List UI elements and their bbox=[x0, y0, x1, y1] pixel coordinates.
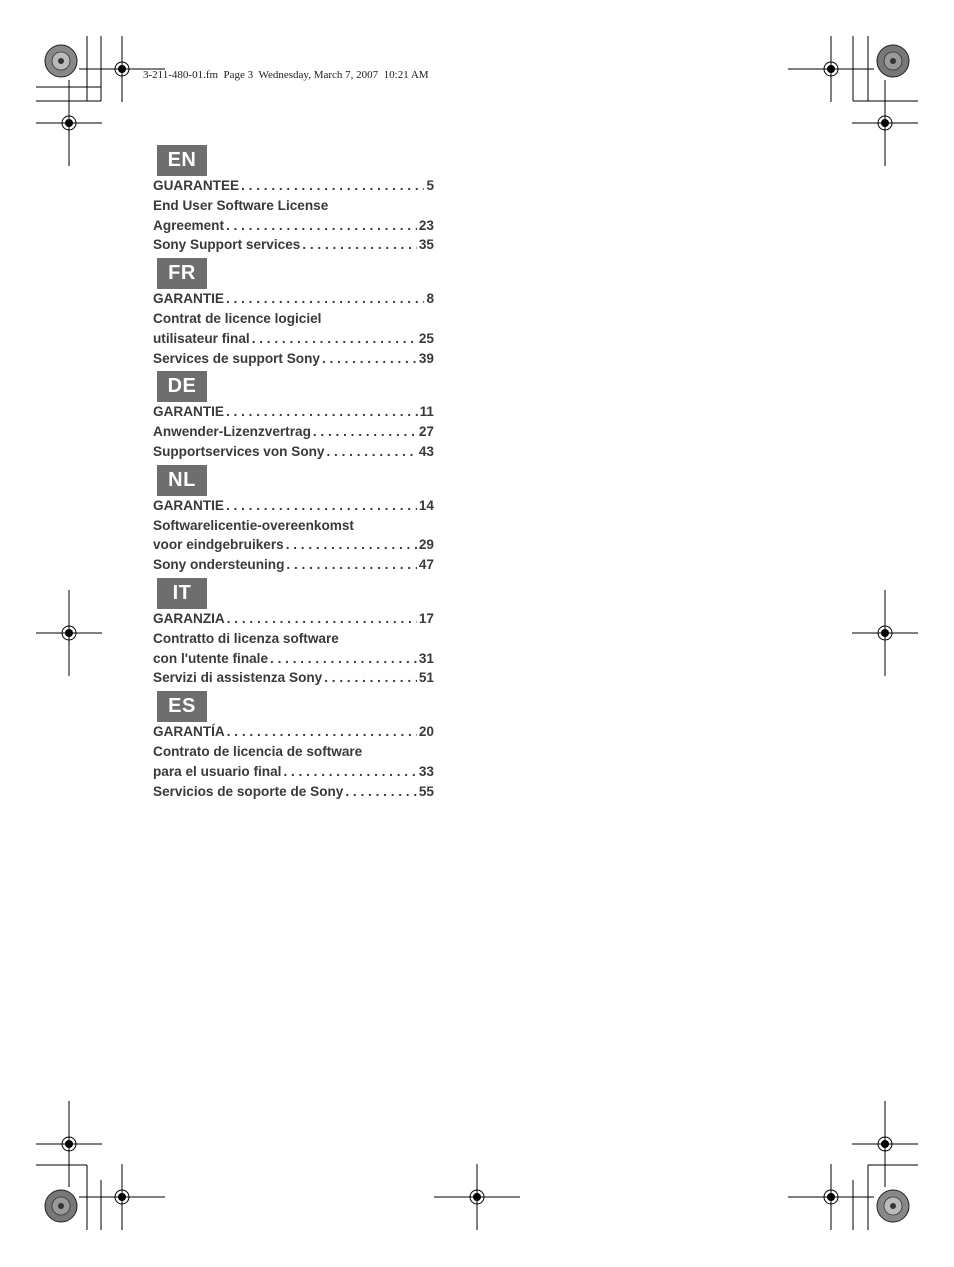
entry-page: 17 bbox=[418, 610, 434, 626]
language-badge: DE bbox=[157, 371, 207, 402]
entry-title: GARANTIE bbox=[153, 497, 224, 513]
toc-entry[interactable] bbox=[153, 762, 434, 782]
entry-page: 39 bbox=[418, 350, 434, 366]
entry-page: 47 bbox=[418, 557, 434, 573]
section-it bbox=[153, 578, 434, 688]
entry-title-line1: Softwarelicentie-overeenkomst bbox=[153, 517, 354, 533]
entry-title: Sony ondersteuning bbox=[153, 557, 285, 573]
toc-entry[interactable] bbox=[153, 349, 434, 369]
entry-page: 5 bbox=[426, 178, 434, 193]
toc-entry[interactable] bbox=[153, 235, 434, 255]
entry-title: Anwender-Lizenzvertrag bbox=[153, 424, 311, 440]
entry-page: 23 bbox=[418, 217, 434, 233]
file-header: 3-211-480-01.fm Page 3 Wednesday, March 7, 2007 10:21 AM bbox=[143, 69, 429, 81]
toc-entry[interactable] bbox=[153, 329, 434, 349]
entry-page: 51 bbox=[418, 670, 434, 686]
entry-title: GARANZIA bbox=[153, 610, 225, 626]
toc-entry[interactable] bbox=[153, 176, 434, 196]
entry-title: voor eindgebruikers bbox=[153, 537, 284, 553]
section-en bbox=[153, 145, 434, 255]
toc-entry[interactable] bbox=[153, 216, 434, 236]
entry-page: 11 bbox=[419, 404, 434, 420]
entry-title: para el usuario final bbox=[153, 763, 282, 779]
language-badge: IT bbox=[157, 578, 207, 609]
entry-page: 29 bbox=[418, 537, 434, 553]
entry-title: GUARANTEE bbox=[153, 178, 240, 193]
toc-entry[interactable] bbox=[153, 442, 434, 462]
entry-title: GARANTIE bbox=[153, 291, 224, 307]
entry-title: utilisateur final bbox=[153, 330, 250, 346]
toc-entry[interactable] bbox=[153, 402, 434, 422]
section-nl bbox=[153, 465, 434, 575]
entry-page: 31 bbox=[418, 650, 434, 666]
toc-entry[interactable] bbox=[153, 289, 434, 309]
entry-page: 20 bbox=[418, 724, 434, 740]
table-of-contents bbox=[153, 145, 434, 804]
entry-page: 43 bbox=[418, 443, 434, 459]
entry-title: Supportservices von Sony bbox=[153, 443, 325, 459]
entry-page: 25 bbox=[418, 330, 434, 346]
entry-title: GARANTIE bbox=[153, 404, 224, 420]
entry-title: Services de support Sony bbox=[153, 350, 320, 366]
entry-title-line1: Contrat de licence logiciel bbox=[153, 310, 322, 326]
toc-entry[interactable] bbox=[153, 609, 434, 629]
entry-title-line1: Contrato de licencia de software bbox=[153, 743, 363, 759]
toc-entry[interactable] bbox=[153, 668, 434, 688]
entry-title: Servizi di assistenza Sony bbox=[153, 670, 323, 686]
section-fr bbox=[153, 258, 434, 368]
entry-page: 8 bbox=[426, 291, 434, 307]
entry-page: 27 bbox=[418, 424, 434, 440]
entry-title: GARANTÍA bbox=[153, 724, 225, 740]
entry-title: Agreement bbox=[153, 217, 225, 233]
toc-entry[interactable] bbox=[153, 535, 434, 555]
toc-entry[interactable] bbox=[153, 782, 434, 802]
toc-entry[interactable] bbox=[153, 555, 434, 575]
entry-page: 35 bbox=[418, 237, 434, 253]
toc-entry[interactable] bbox=[153, 422, 434, 442]
entry-page: 14 bbox=[418, 497, 434, 513]
section-es bbox=[153, 691, 434, 801]
entry-page: 55 bbox=[418, 783, 434, 799]
language-badge: NL bbox=[157, 465, 207, 496]
entry-title-line1: Contratto di licenza software bbox=[153, 630, 339, 646]
section-de bbox=[153, 371, 434, 461]
language-badge: FR bbox=[157, 258, 207, 289]
toc-entry[interactable] bbox=[153, 649, 434, 669]
entry-title: Servicios de soporte de Sony bbox=[153, 783, 344, 799]
entry-title: Sony Support services bbox=[153, 237, 301, 253]
entry-page: 33 bbox=[418, 763, 434, 779]
language-badge: EN bbox=[157, 145, 207, 176]
language-badge: ES bbox=[157, 691, 207, 722]
entry-title: con l'utente finale bbox=[153, 650, 269, 666]
toc-entry[interactable] bbox=[153, 722, 434, 742]
toc-entry[interactable] bbox=[153, 496, 434, 516]
entry-title-line1: End User Software License bbox=[153, 197, 329, 213]
